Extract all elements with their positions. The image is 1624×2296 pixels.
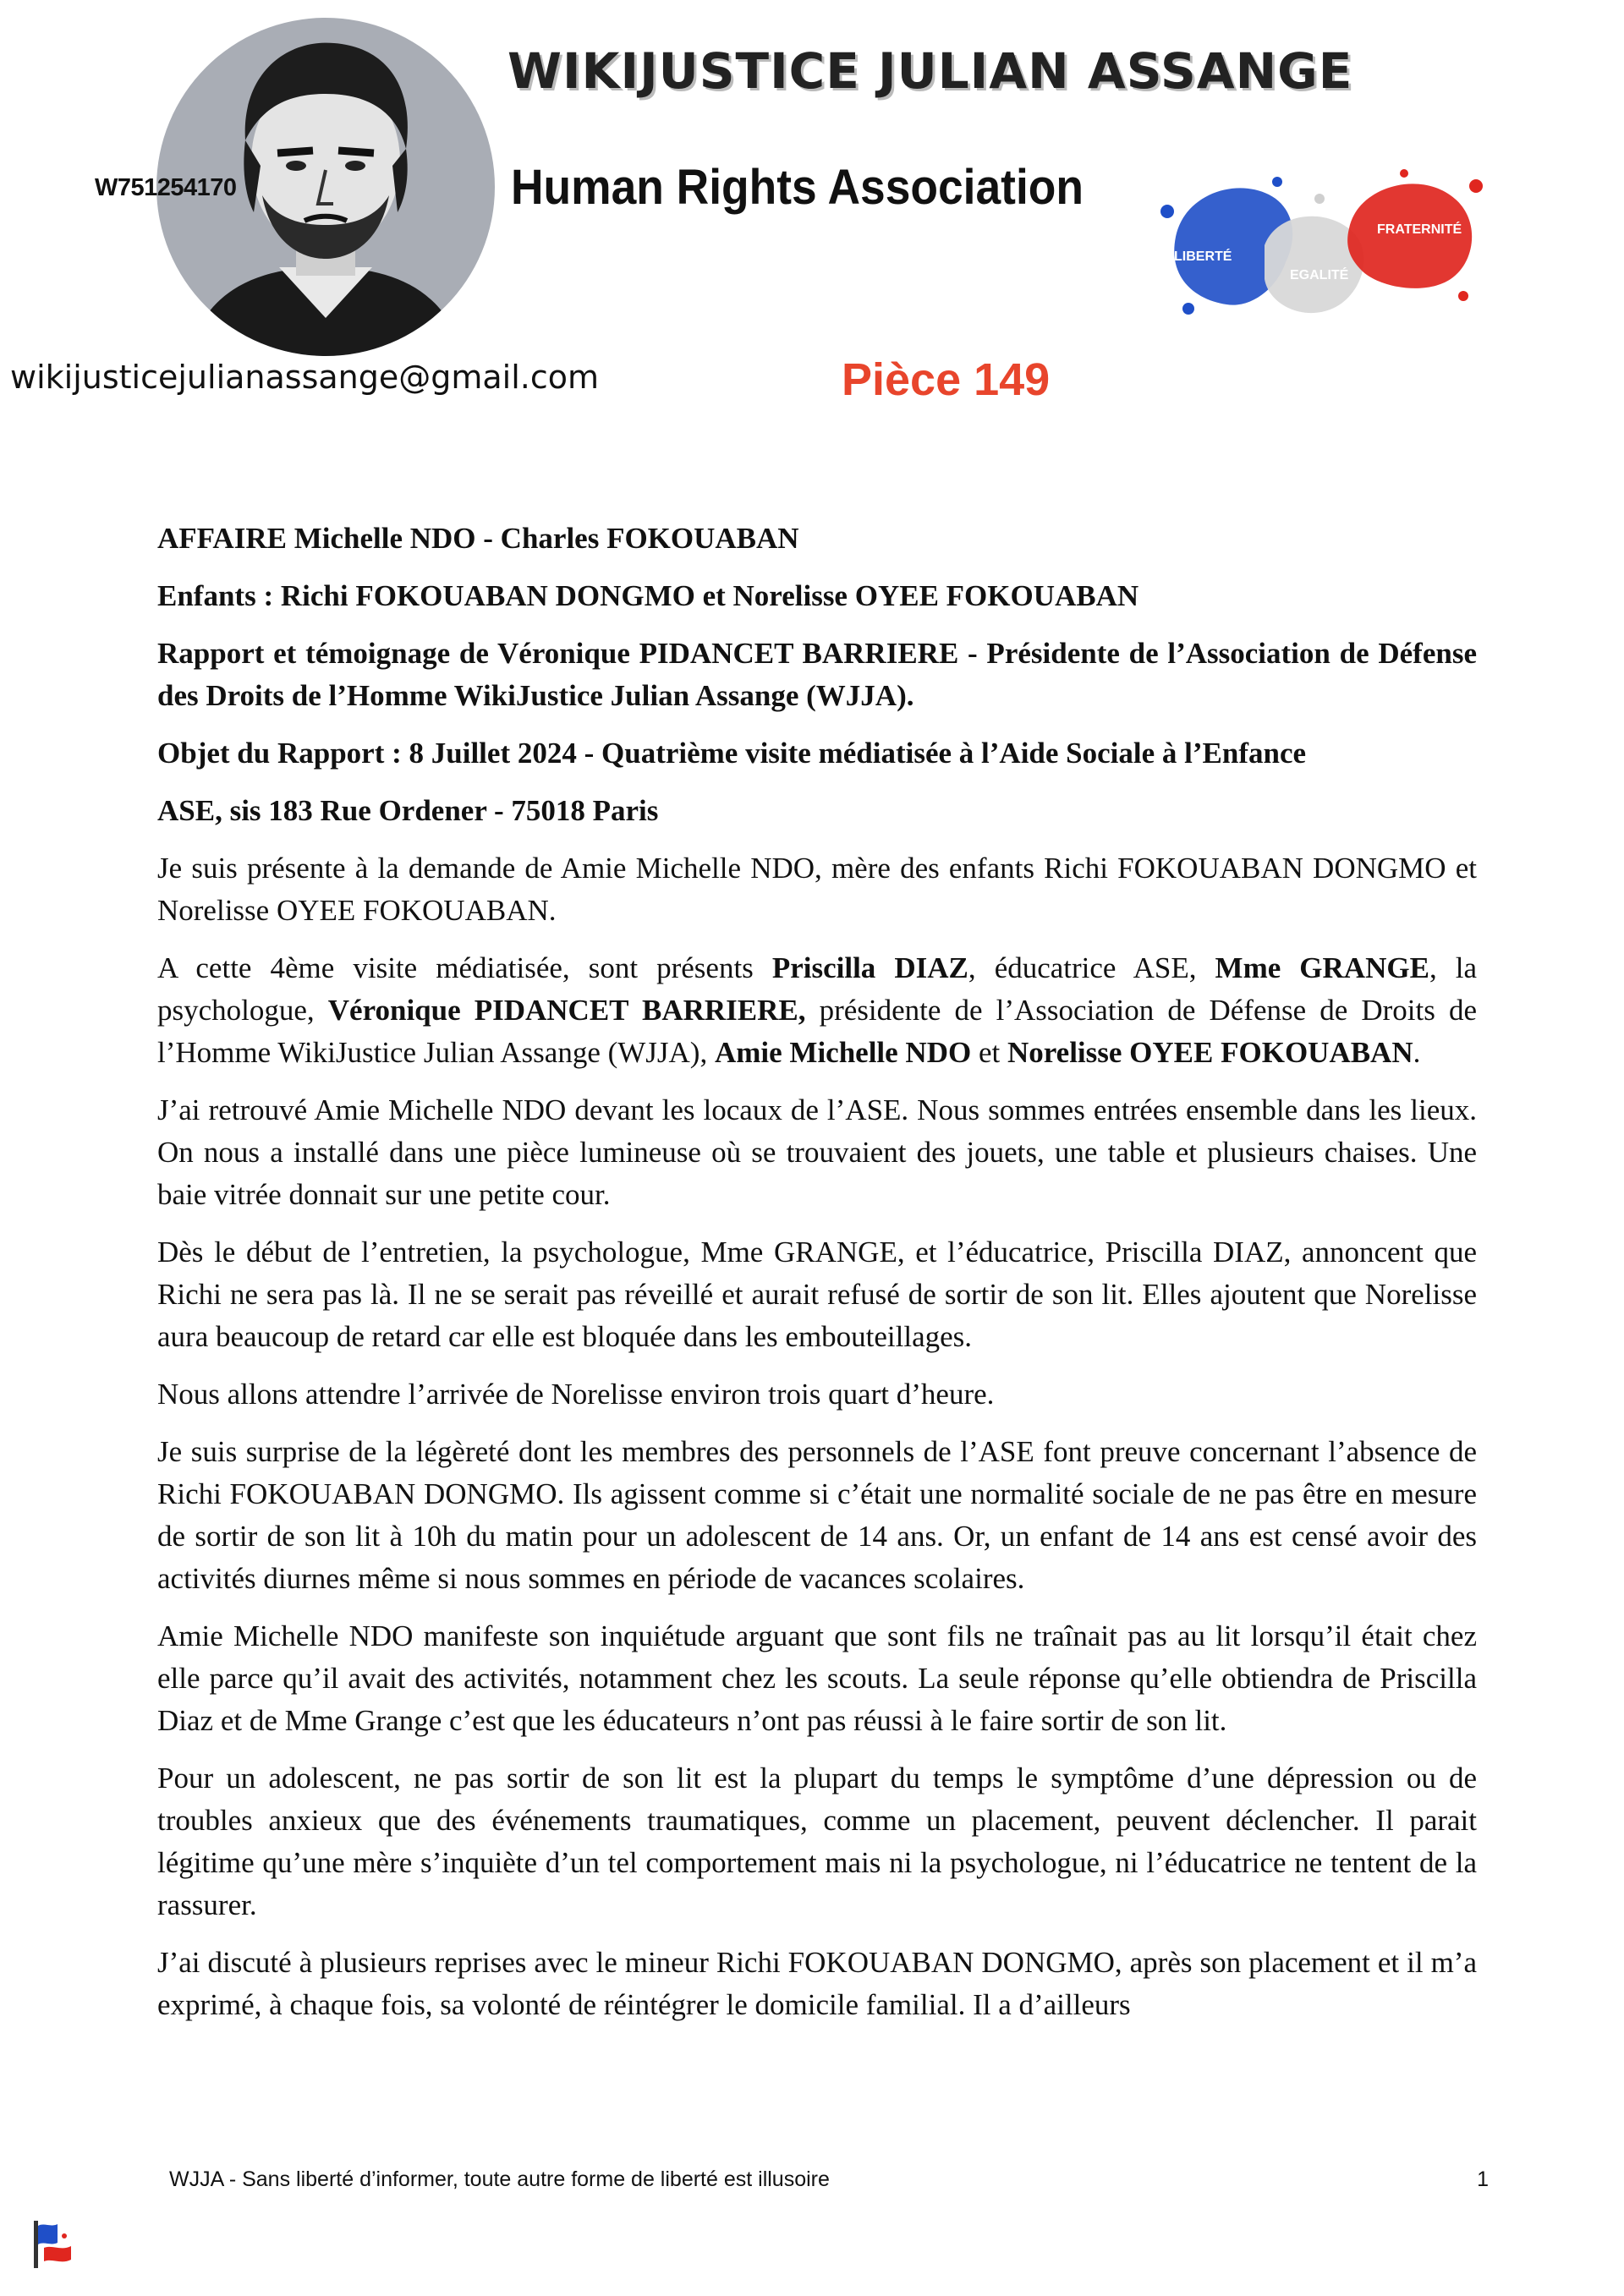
attendees-text-1: A cette 4ème visite médiatisée, sont présents <box>157 951 772 984</box>
paragraph-adolescent-symptom: Pour un adolescent, ne pas sortir de son lit est la plupart du temps le symptôme d’une dépression ou de troubles anxieux que des événements traumatiques, comme un placement, peuvent déclencher. Il parait légitime qu’une mère s’inquiète d’un tel comportement mais ni la psychologue, ni l’éducatrice ne tentent de la rassurer. <box>157 1762 1477 1921</box>
organization-name: WIKIJUSTICE JULIAN ASSANGE <box>508 42 1353 100</box>
piece-number: Pièce 149 <box>842 354 1051 405</box>
report-object: Objet du Rapport : 8 Juillet 2024 - Quatrième visite médiatisée à l’Aide Sociale à l’Enfance <box>157 737 1307 770</box>
attendee-mme-grange: Mme GRANGE <box>1215 951 1429 984</box>
flag-word-fraternite: FRATERNITÉ <box>1377 222 1462 237</box>
document-header <box>0 0 1624 440</box>
attendees-text-2: , éducatrice ASE, <box>968 951 1215 984</box>
attendee-priscilla-diaz: Priscilla DIAZ <box>771 951 968 984</box>
attendees-text-4: présidente de l’Association de Défense de Droits de l’Homme WikiJustice Julian Assange (WJJA), <box>157 994 1477 1069</box>
paragraph-waiting: Nous allons attendre l’arrivée de Norelisse environ trois quart d’heure. <box>157 1378 995 1411</box>
attendee-norelisse: Norelisse OYEE FOKOUABAN <box>1007 1036 1413 1069</box>
paragraph-presence-request: Je suis présente à la demande de Amie Michelle NDO, mère des enfants Richi FOKOUABAN DONGMO et Norelisse OYEE FOKOUABAN. <box>157 852 1477 927</box>
children-heading: Enfants : Richi FOKOUABAN DONGMO et Norelisse OYEE FOKOUABAN <box>157 579 1139 612</box>
flag-word-liberte: LIBERTÉ <box>1174 249 1232 264</box>
liberte-egalite-fraternite-logo <box>1150 161 1489 338</box>
report-address: ASE, sis 183 Rue Ordener - 75018 Paris <box>157 794 659 827</box>
paragraph-arrival: J’ai retrouvé Amie Michelle NDO devant les locaux de l’ASE. Nous sommes entrées ensemble dans les lieux. On nous a installé dans une pièce lumineuse où se trouvaient des jouets, une table et plusieurs chaises. Une baie vitrée donnait sur une petite cour. <box>157 1093 1477 1211</box>
organization-subtitle: Human Rights Association <box>511 160 1084 215</box>
report-body <box>157 518 1477 2041</box>
attendee-amie-michelle-ndo: Amie Michelle NDO <box>714 1036 972 1069</box>
attendees-text-6: . <box>1413 1036 1421 1069</box>
attendee-veronique-pidancet: Véronique PIDANCET BARRIERE, <box>327 994 806 1027</box>
flag-word-egalite: EGALITÉ <box>1290 268 1349 282</box>
contact-email: wikijusticejulianassange@gmail.com <box>10 359 600 396</box>
paragraph-surprise: Je suis surprise de la légèreté dont les membres des personnels de l’ASE font preuve concernant l’absence de Richi FOKOUABAN DONGMO. Ils agissent comme si c’était une normalité sociale de ne pas être en mesure de sortir de son lit à 10h du matin pour un adolescent de 14 ans. Or, un enfant de 14 ans est censé avoir des activités diurnes même si nous sommes en période de vacances scolaires. <box>157 1435 1477 1595</box>
attendees-text-5: et <box>971 1036 1007 1069</box>
registration-number: W751254170 <box>95 174 237 201</box>
paragraph-discussion: J’ai discuté à plusieurs reprises avec le mineur Richi FOKOUABAN DONGMO, après son placement et il m’a exprimé, à chaque fois, sa volonté de réintégrer le domicile familial. Il a d’ailleurs <box>157 1946 1477 2021</box>
report-title: Rapport et témoignage de Véronique PIDANCET BARRIERE - Présidente de l’Association de Défense des Droits de l’Homme WikiJustice Julian Assange (WJJA). <box>157 637 1477 712</box>
paragraph-mother-concern: Amie Michelle NDO manifeste son inquiétude arguant que sont fils ne traînait pas au lit lorsqu’il était chez elle parce qu’il avait des activités, notamment chez les scouts. La seule réponse qu’elle obtiendra de Priscilla Diaz et de Mme Grange c’est que les éducateurs n’ont pas réussi à le faire sortir de son lit. <box>157 1619 1477 1737</box>
paragraph-attendees <box>157 947 1477 1074</box>
affair-heading: AFFAIRE Michelle NDO - Charles FOKOUABAN <box>157 522 799 555</box>
paragraph-announcement: Dès le début de l’entretien, la psychologue, Mme GRANGE, et l’éducatrice, Priscilla DIAZ, annoncent que Richi ne sera pas là. Il ne se serait pas réveillé et aurait refusé de sortir de son lit. Elles ajoutent que Norelisse aura beaucoup de retard car elle est bloquée dans les embouteillages. <box>157 1236 1477 1353</box>
footer-motto: WJJA - Sans liberté d’informer, toute autre forme de liberté est illusoire <box>169 2167 830 2191</box>
attendees-text-3: , la psychologue, <box>157 951 1478 1027</box>
page-number: 1 <box>1477 2167 1489 2191</box>
mini-flag-icon <box>27 2217 78 2271</box>
